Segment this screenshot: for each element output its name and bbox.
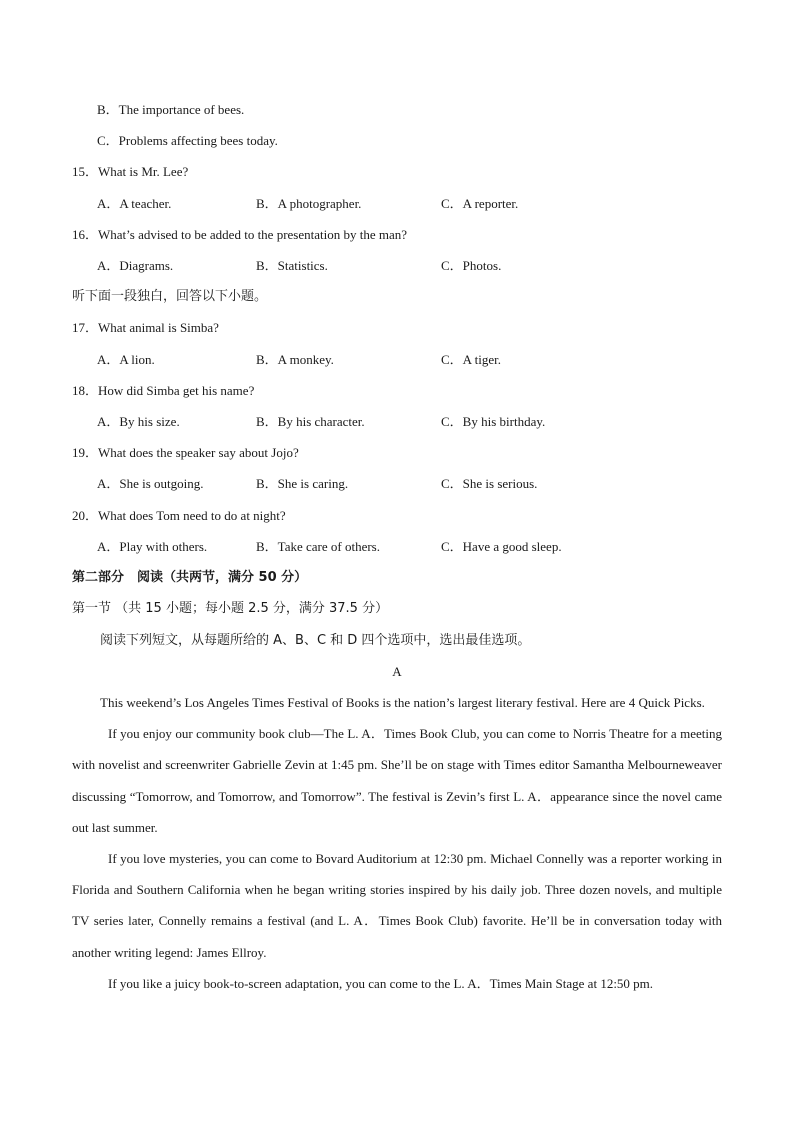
passage-paragraph-2: If you enjoy our community book club—The L. A．Times Book Club, you can come to Norris Theatre for a meeting with novelist and screenwriter Gabrielle Zevin at 1:45 pm. She’ll be on stage with Times editor Samantha Melbourneweaver discussing “Tomorrow, and Tomorrow, and Tomorrow”. The festival is Zevin’s first L. A．appearance since the novel came out last summer. — [72, 726, 722, 835]
q19-option-c: C．She is serious. — [441, 476, 538, 491]
q20-option-a: A．Play with others. — [97, 539, 208, 554]
q20-question: 20．What does Tom need to do at night? — [72, 508, 286, 523]
q18-question: 18．How did Simba get his name? — [72, 383, 255, 398]
q17-option-b: B．A monkey. — [256, 352, 334, 367]
q15-option-b: B．A photographer. — [256, 196, 362, 211]
q18-option-b: B．By his character. — [256, 414, 365, 429]
q18-option-a: A．By his size. — [97, 414, 180, 429]
q19-question: 19．What does the speaker say about Jojo? — [72, 445, 299, 460]
q15-question: 15．What is Mr. Lee? — [72, 164, 189, 179]
reading-instruction: 阅读下列短文，从每题所给的 A、B、C 和 D 四个选项中，选出最佳选项。 — [100, 633, 531, 648]
q20-option-b: B．Take care of others. — [256, 539, 380, 554]
passage-paragraph-1: This weekend’s Los Angeles Times Festival of Books is the nation’s largest literary festival. Here are 4 Quick Picks. — [100, 695, 705, 710]
q16-option-c: C．Photos. — [441, 258, 502, 273]
passage-paragraph-4: If you like a juicy book-to-screen adaptation, you can come to the L. A．Times Main Stage at 12:50 pm. — [108, 975, 654, 991]
q20-option-c: C．Have a good sleep. — [441, 539, 562, 554]
q14-option-b: B．The importance of bees. — [97, 102, 245, 117]
q19-option-b: B．She is caring. — [256, 476, 349, 491]
q16-option-b: B．Statistics. — [256, 258, 328, 273]
monologue-instruction: 听下面一段独白，回答以下小题。 — [72, 289, 268, 304]
q16-option-a: A．Diagrams. — [97, 258, 174, 273]
q17-option-c: C．A tiger. — [441, 352, 501, 367]
q18-option-c: C．By his birthday. — [441, 414, 546, 429]
q17-question: 17．What animal is Simba? — [72, 320, 219, 335]
section-one-heading: 第一节 （共 15 小题；每小题 2.5 分，满分 37.5 分） — [72, 601, 389, 616]
q16-question: 16．What’s advised to be added to the presentation by the man? — [72, 227, 408, 242]
passage-body — [72, 687, 722, 999]
q15-option-c: C．A reporter. — [441, 196, 519, 211]
part-two-heading: 第二部分 阅读（共两节，满分 50 分） — [72, 570, 308, 585]
passage-paragraph-3: If you love mysteries, you can come to Bovard Auditorium at 12:30 pm. Michael Connelly was a reporter working in Florida and Southern California when he began writing stories inspired by his daily job. Three dozen novels, and multiple TV series later, Connelly remains a festival (and L. A．Times Book Club) favorite. He’ll be in conversation today with another writing legend: James Ellroy. — [72, 851, 722, 960]
q15-option-a: A．A teacher. — [97, 196, 172, 211]
q19-option-a: A．She is outgoing. — [97, 476, 204, 491]
q17-option-a: A．A lion. — [97, 352, 155, 367]
passage-title: A — [392, 664, 402, 679]
q14-option-c: C．Problems affecting bees today. — [97, 133, 278, 148]
